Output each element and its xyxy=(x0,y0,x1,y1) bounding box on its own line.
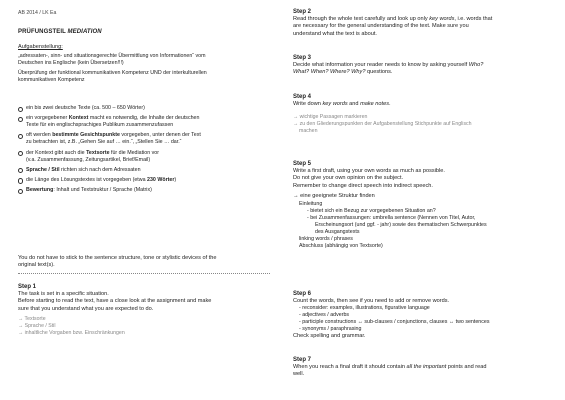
bullet-list xyxy=(18,105,276,197)
task-quote-line-1: „adressaten-, sinn- und situationsgerechte Übermittlung von Informationen“ vom xyxy=(18,53,206,59)
circle-bullet-icon xyxy=(18,107,23,112)
circle-bullet-icon xyxy=(18,178,23,183)
step-6: Step 6 Count the words, then see if you need to add or remove words. - reconsider: examples, illustrations, figurative language - adjectives / adverbs - participle constructions ↔ sub-clauses / conjunctions, clauses ↔ two sentences - synonyms / paraphrasing Check spelling and grammar. xyxy=(293,291,490,340)
step-1-heading: Step 1 xyxy=(18,284,37,290)
title-main: PRÜFUNGSTEIL xyxy=(18,29,66,35)
bullet-item: ein bis zwei deutsche Texte (ca. 500 – 650 Wörter) xyxy=(18,105,276,112)
circle-bullet-icon xyxy=(18,151,23,156)
task-heading: Aufgabenstellung: xyxy=(18,44,63,50)
page-header: AB 2014 / LK Ea xyxy=(18,10,57,16)
step-7: Step 7 When you reach a final draft it should contain all the important points and read well. xyxy=(293,357,487,378)
circle-bullet-icon xyxy=(18,189,23,194)
circle-bullet-icon xyxy=(18,117,23,122)
step-3: Step 3 Decide what information your reader needs to know by asking yourself Who? What? When? Where? Why? questions. xyxy=(293,55,484,76)
step-4-heading: Step 4 xyxy=(293,94,312,100)
step-6-heading: Step 6 xyxy=(293,291,312,297)
step-2-heading: Step 2 xyxy=(293,9,312,15)
bullet-item: die Länge des Lösungstextes ist vorgegeben (etwa 230 Wörter) xyxy=(18,177,276,184)
circle-bullet-icon xyxy=(18,134,23,139)
circle-bullet-icon xyxy=(18,168,23,173)
step-4: Step 4 Write down key words and make notes. → wichtige Passagen markieren → zu den Gliederungspunkten der Aufgabenstellung Stichpunkte auf Englisch machen xyxy=(293,94,472,134)
step-7-heading: Step 7 xyxy=(293,357,312,363)
step-2: Step 2 Read through the whole text carefully and look up only key words, i.e. words that are necessary for the general understanding of the text. Make sure you understand what the text is about. xyxy=(293,9,493,37)
note-line-1: You do not have to stick to the sentence structure, tone or stylistic devices of the xyxy=(18,255,217,261)
bullet-item: der Kontext gibt auch die Textsorte für die Mediation vor (v.a. Zusammenfassung, Zeitungsartikel, Brief/Email) xyxy=(18,150,276,164)
bullet-item: oft werden bestimmte Gesichtspunkte vorgegeben, unter denen der Text zu betrachten ist, z.B. „Gehen Sie auf … ein.“, „Stellen Sie … dar.“ xyxy=(18,132,276,146)
note-section xyxy=(18,255,216,270)
title-sub: MEDIATION xyxy=(67,29,102,35)
task-check-line-2: kommunikativen Kompetenz xyxy=(18,77,85,83)
note-line-2: original text(s). xyxy=(18,262,55,269)
step-1: Step 1 The task is set in a specific situation. Before starting to read the text, have a close look at the assignment and make sure that you understand what you are expected to do. → Textsorte → Sprache / Stil → inhaltliche Vorgaben bzw. Einschränkungen xyxy=(18,284,212,336)
task-section xyxy=(18,44,207,84)
step-5: Step 5 Write a first draft, using your own words as much as possible. Do not give your own opinion on the subject. Remember to change direct speech into indirect speech. → eine geeignete Struktur finden Einleitung - bietet sich ein Bezug zur vorgegebenen Situation an? - bei Zusammenfassungen: umbrella sentence (Nennen von Titel, Autor, Erscheinungsort (und ggf. - jahr) sowie des thematischen Schwerpunktes des Ausgangstexts linking words / phrases Abschluss (abhängig von Textsorte) xyxy=(293,161,487,249)
dotted-divider xyxy=(18,273,270,274)
step-3-heading: Step 3 xyxy=(293,55,312,61)
task-quote-line-2: Deutschen ins Englische (kein Übersetzen!!!) xyxy=(18,60,124,66)
bullet-item: ein vorgegebener Kontext macht es notwendig, die Inhalte der deutschen Texte für ein englischsprachiges Publikum zusammenzufassen xyxy=(18,115,276,129)
task-check-line-1: Überprüfung der funktional kommunikativen Kompetenz UND der interkulturellen xyxy=(18,70,207,76)
step-5-heading: Step 5 xyxy=(293,161,312,167)
page-title xyxy=(18,29,102,35)
bullet-item: Bewertung: Inhalt und Textstruktur / Sprache (Matrix) xyxy=(18,187,276,194)
bullet-item: Sprache / Stil richten sich nach dem Adressaten xyxy=(18,167,276,174)
